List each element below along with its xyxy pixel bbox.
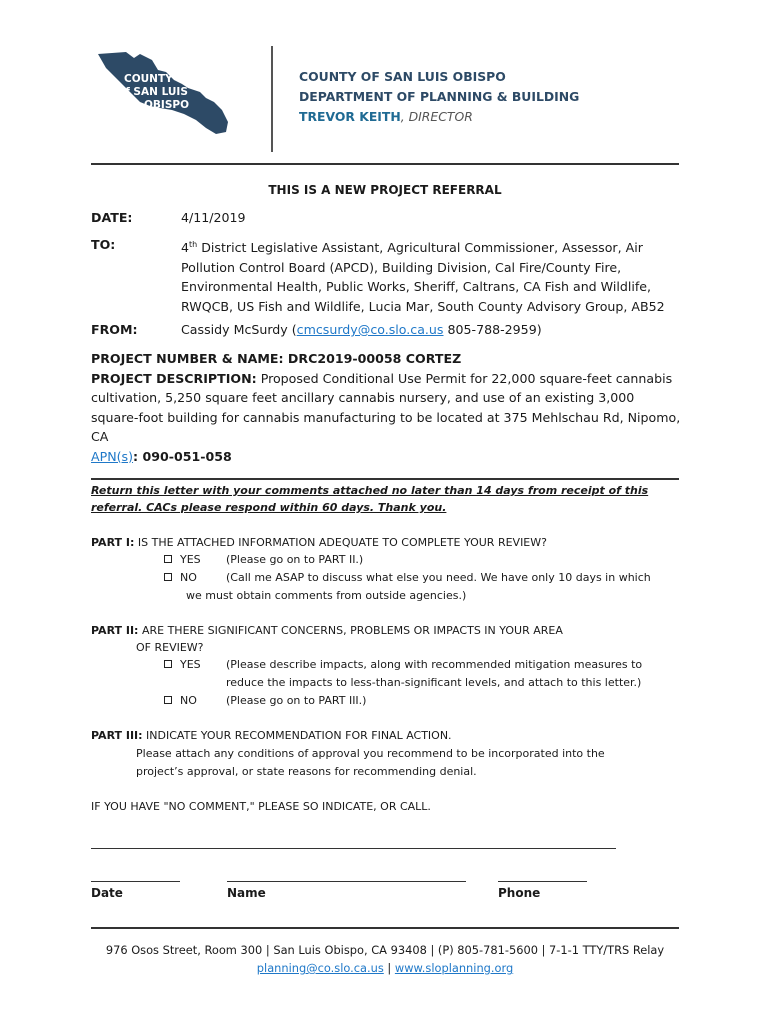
date-label: DATE: <box>91 210 133 225</box>
page-title: THIS IS A NEW PROJECT REFERRAL <box>268 183 502 197</box>
from-email-link[interactable]: cmcsurdy@co.slo.ca.us <box>296 322 444 337</box>
county-logo <box>96 48 230 136</box>
date-value: 4/11/2019 <box>181 210 246 225</box>
to-value: 4th District Legislative Assistant, Agricultural Commissioner, Assessor, Air Pollution Control Board (APCD), Building Division, Cal Fire/County Fire, Environmental Health, Public Works, Sheriff, Caltrans, CA Fish and Wildlife, RWQCB, US Fish and Wildlife, Lucia Mar, South County Advisory Group, AB52 <box>181 240 665 314</box>
project-description: PROJECT DESCRIPTION: Proposed Conditional Use Permit for 22,000 square-feet cannabis cultivation, 5,250 square feet ancillary cannabis nursery, and use of an existing 3,000 square-foot building for cannabis manufacturing to be located at 375 Mehlschau Rd, Nipomo, CA <box>91 370 681 444</box>
logo-text-2: of SAN LUIS <box>118 86 188 98</box>
part1-question: PART I: IS THE ATTACHED INFORMATION ADEQUATE TO COMPLETE YOUR REVIEW? <box>91 536 547 549</box>
part3-heading: PART III: INDICATE YOUR RECOMMENDATION FOR FINAL ACTION. <box>91 729 452 742</box>
footer-website-link[interactable]: www.sloplanning.org <box>394 961 514 975</box>
phone-line[interactable] <box>498 881 587 882</box>
name-sig-label: Name <box>227 886 266 900</box>
part2-yes-note-cont: reduce the impacts to less-than-significant levels, and attach to this letter.) <box>226 676 642 689</box>
comment-line[interactable] <box>91 848 616 849</box>
director-line: TREVOR KEITH, DIRECTOR <box>299 109 473 124</box>
footer-rule <box>91 927 679 929</box>
logo-text-3: OBISPO <box>144 99 190 111</box>
part1-yes-option[interactable]: YES <box>164 551 201 569</box>
part2-yes-option[interactable]: YES <box>164 656 201 674</box>
part2-question-cont: OF REVIEW? <box>136 641 204 654</box>
part2-question: PART II: ARE THERE SIGNIFICANT CONCERNS, PROBLEMS OR IMPACTS IN YOUR AREA <box>91 624 563 637</box>
phone-sig-label: Phone <box>498 886 541 900</box>
part2-no-option[interactable]: NO <box>164 692 197 710</box>
part3-text-cont: project’s approval, or state reasons for recommending denial. <box>136 765 477 778</box>
apn-link[interactable]: APN(s) <box>91 448 134 464</box>
apn-line: APN(s): 090-051-058 <box>91 448 232 464</box>
director-title: DIRECTOR <box>408 109 473 124</box>
from-label: FROM: <box>91 322 138 337</box>
part1-no-option[interactable]: NO <box>164 569 197 587</box>
project-info <box>91 349 681 466</box>
part3-text: Please attach any conditions of approval you recommend to be incorporated into the <box>136 747 605 760</box>
checkbox-icon[interactable] <box>164 696 172 704</box>
dept-line-department: DEPARTMENT OF PLANNING & BUILDING <box>299 89 580 104</box>
dept-line-county: COUNTY OF SAN LUIS OBISPO <box>299 69 506 84</box>
checkbox-icon[interactable] <box>164 573 172 581</box>
checkbox-icon[interactable] <box>164 660 172 668</box>
part2-no-note: (Please go on to PART III.) <box>226 694 367 707</box>
logo-text-1: COUNTY <box>124 73 173 85</box>
footer-links: planning@co.slo.ca.us | www.sloplanning.org <box>256 961 514 975</box>
part1-no-note-cont: we must obtain comments from outside agencies.) <box>186 589 467 602</box>
header-rule <box>91 163 679 165</box>
part2-yes-note: (Please describe impacts, along with recommended mitigation measures to <box>226 658 643 671</box>
date-sig-label: Date <box>91 886 123 900</box>
to-label: TO: <box>91 237 116 252</box>
part1-no-note: (Call me ASAP to discuss what else you need. We have only 10 days in which <box>226 571 651 584</box>
date-line[interactable] <box>91 881 180 882</box>
name-line[interactable] <box>227 881 466 882</box>
checkbox-icon[interactable] <box>164 555 172 563</box>
project-rule <box>91 478 679 480</box>
from-value: Cassidy McSurdy (cmcsurdy@co.slo.ca.us 805-788-2959) <box>181 322 542 337</box>
director-name: TREVOR KEITH <box>299 109 401 124</box>
project-number: PROJECT NUMBER & NAME: DRC2019-00058 CORTEZ <box>91 351 462 366</box>
part1-yes-note: (Please go on to PART II.) <box>226 553 364 566</box>
no-comment-note: IF YOU HAVE "NO COMMENT," PLEASE SO INDICATE, OR CALL. <box>91 800 431 813</box>
footer-address: 976 Osos Street, Room 300 | San Luis Obispo, CA 93408 | (P) 805-781-5600 | 7-1-1 TTY/TRS Relay <box>105 943 665 957</box>
department-header <box>299 67 579 127</box>
footer-email-link[interactable]: planning@co.slo.ca.us <box>256 961 384 975</box>
header-divider <box>271 46 273 152</box>
return-notice: Return this letter with your comments attached no later than 14 days from receipt of this referral. CACs please respond within 60 days. Thank you. <box>91 484 649 514</box>
